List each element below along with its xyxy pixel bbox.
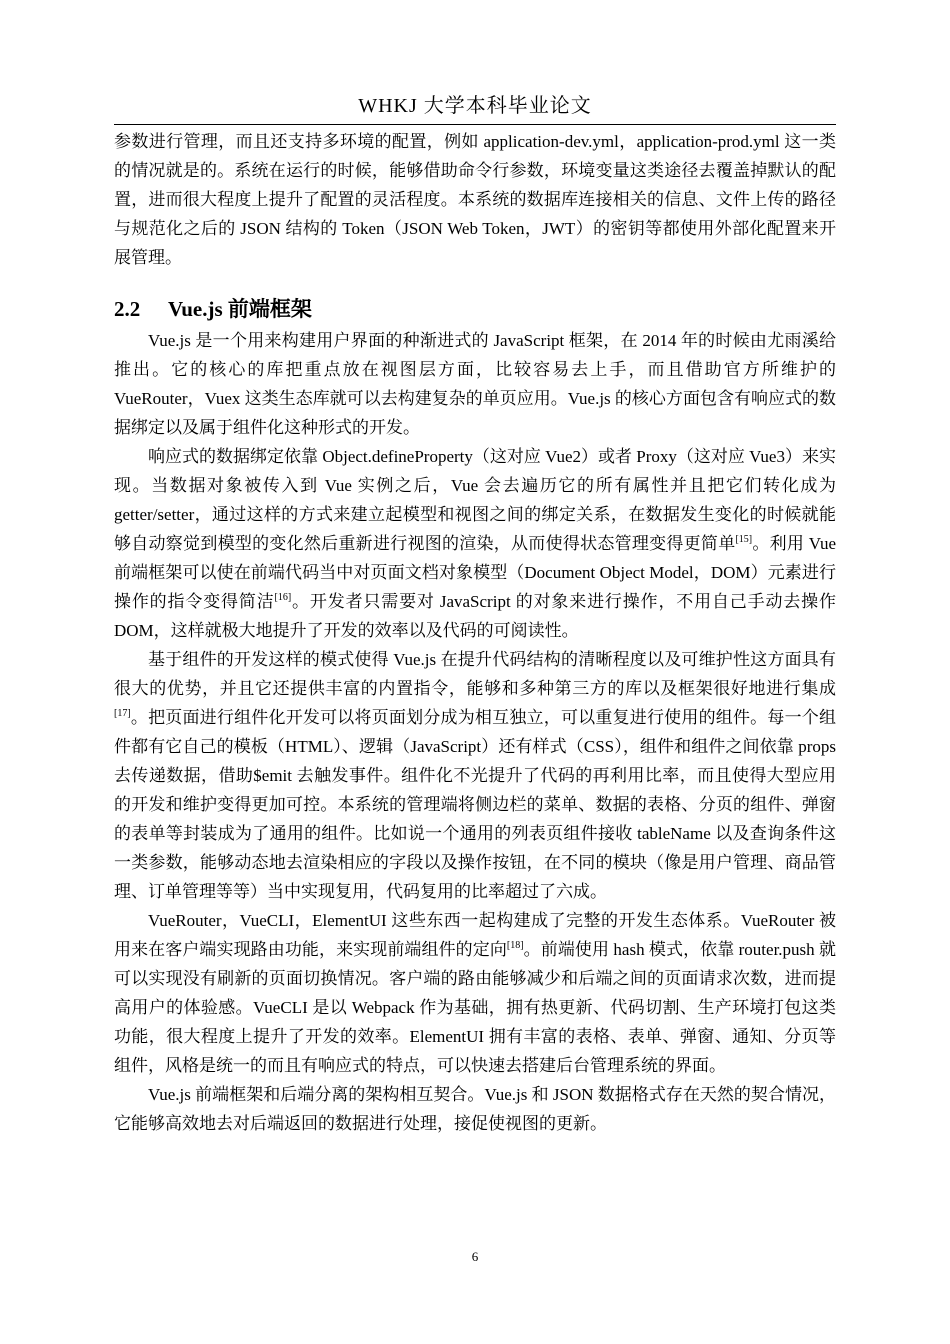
paragraph-text: 。利用 Vue 前端框架可以使在前端代码当中对页面文档对象模型（Document Object Model，DOM）元素进行操作的指令变得简洁: [114, 534, 836, 611]
paragraph-vue-intro: Vue.js 是一个用来构建用户界面的种渐进式的 JavaScript 框架，在 2014 年的时候由尤雨溪给推出。它的核心的库把重点放在视图层方面，比较容易去上手，而且借助官方所维护的 VueRouter，Vuex 这类生态库就可以去构建复杂的单页应用。Vue.js 的核心方面包含有响应式的数据绑定以及属于组件化这种形式的开发。: [114, 331, 836, 437]
citation-ref: [16]: [274, 592, 292, 603]
section-title: Vue.js 前端框架: [168, 297, 312, 321]
section-heading: [114, 292, 836, 326]
citation-ref: [15]: [735, 534, 753, 545]
paragraph-ecosystem: [114, 906, 836, 1080]
citation-ref: [17]: [114, 708, 131, 719]
paragraph-text: VueRouter，VueCLI，ElementUI 这些东西一起构建成了完整的开发生态体系。VueRouter 被用来在客户端实现路由功能，来实现前端组件的定向: [114, 911, 836, 959]
paragraph-reactive-binding: [114, 442, 836, 645]
paragraph-frontend-backend: Vue.js 前端框架和后端分离的架构相互契合。Vue.js 和 JSON 数据格式存在天然的契合情况，它能够高效地去对后端返回的数据进行处理，接促使视图的更新。: [114, 1085, 836, 1133]
paragraph-component-development: [114, 645, 836, 906]
paragraph-text: 响应式的数据绑定依靠 Object.defineProperty（这对应 Vue2）或者 Proxy（这对应 Vue3）来实现。当数据对象被传入到 Vue 实例之后，Vue 会去遍历它的所有属性并且把它们转化成为 getter/setter，通过这样的方式来建立起模型和视图之间的绑定关系，在数据发生变化的时候就能够自动察觉到模型的变化然后重新进行视图的渲染，从而使得状态管理变得更简单: [114, 447, 836, 553]
paragraph-text: 。把页面进行组件化开发可以将页面划分成为相互独立，可以重复进行使用的组件。每一个组件都有它自己的模板（HTML）、逻辑（JavaScript）还有样式（CSS），组件和组件之间依靠 props 去传递数据，借助$emit 去触发事件。组件化不光提升了代码的再利用比率，而且使得大型应用的开发和维护变得更加可控。本系统的管理端将侧边栏的菜单、数据的表格、分页的组件、弹窗的表单等封装成为了通用的组件。比如说一个通用的列表页组件接收 tableName 以及查询条件这一类参数，能够动态地去渲染相应的字段以及操作按钮，在不同的模块（像是用户管理、商品管理、订单管理等等）当中实现复用，代码复用的比率超过了六成。: [114, 708, 836, 901]
citation-ref: [18]: [506, 940, 524, 951]
page-header-title: WHKJ 大学本科毕业论文: [358, 95, 592, 117]
paragraph-text: 基于组件的开发这样的模式使得 Vue.js 在提升代码结构的清晰程度以及可维护性这方面具有很大的优势，并且它还提供丰富的内置指令，能够和多种第三方的库以及框架很好地进行集成: [114, 650, 836, 698]
page-number: 6: [471, 1249, 479, 1264]
paragraph-config-continuation: 参数进行管理，而且还支持多环境的配置，例如 application-dev.yml，application-prod.yml 这一类的情况就是的。系统在运行的时候，能够借助命令行参数，环境变量这类途径去覆盖掉默认的配置，进而很大程度上提升了配置的灵活程度。本系统的数据库连接相关的信息、文件上传的路径与规范化之后的 JSON 结构的 Token（JSON Web Token，JWT）的密钥等都使用外部化配置来开展管理。: [114, 132, 836, 267]
paragraph-text: 。开发者只需要对 JavaScript 的对象来进行操作，不用自己手动去操作 DOM，这样就极大地提升了开发的效率以及代码的可阅读性。: [114, 592, 836, 640]
body-content: [114, 127, 836, 1138]
header-rule: [114, 124, 836, 125]
section-number: 2.2: [114, 297, 141, 321]
paragraph-text: 。前端使用 hash 模式，依靠 router.push 就可以实现没有刷新的页面切换情况。客户端的路由能够减少和后端之间的页面请求次数，进而提高用户的体验感。VueCLI 是以 Webpack 作为基础，拥有热更新、代码切割、生产环境打包这类功能，很大程度上提升了开发的效率。ElementUI 拥有丰富的表格、表单、弹窗、通知、分页等组件，风格是统一的而且有响应式的特点，可以快速去搭建后台管理系统的界面。: [114, 940, 836, 1075]
